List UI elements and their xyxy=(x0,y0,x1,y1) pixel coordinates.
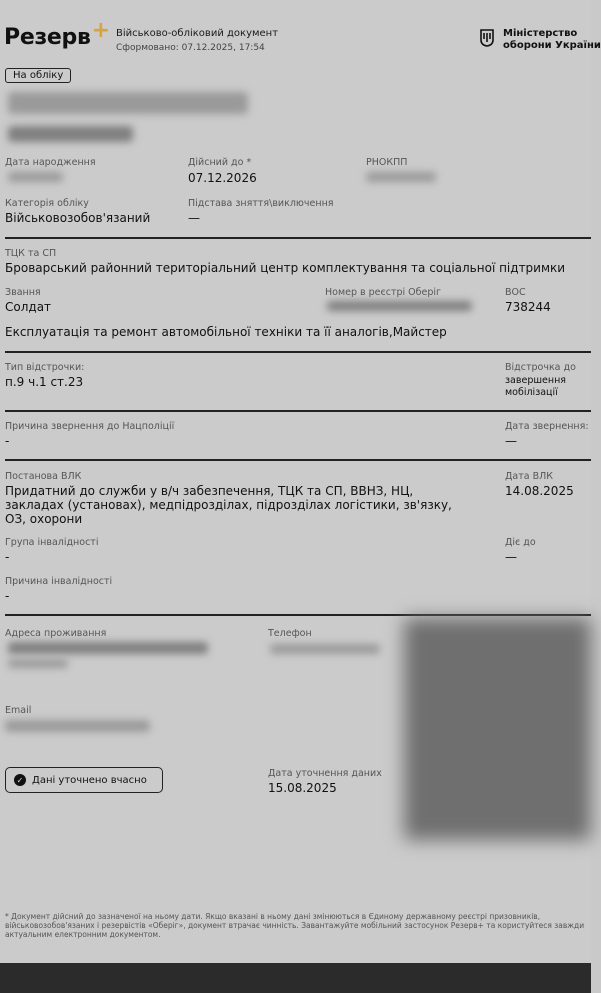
data-verified-status xyxy=(5,767,163,793)
email-label: Email xyxy=(5,705,32,716)
removal-reason-label: Підстава зняття\виключення xyxy=(188,198,334,209)
disability-group-label: Група інвалідності xyxy=(5,537,99,548)
rank-label: Звання xyxy=(5,287,41,298)
police-date-value: — xyxy=(505,434,517,448)
valid-till-value: — xyxy=(505,550,517,564)
divider xyxy=(5,614,591,616)
vlk-date-value: 14.08.2025 xyxy=(505,484,574,498)
update-date-value: 15.08.2025 xyxy=(268,781,337,795)
photo-redacted xyxy=(404,618,591,840)
document-footnote: * Документ дійсний до зазначеної на ньому дати. Якщо вказані в ньому дані змінюються в Єдиному державному реєстрі призовників, військовозобов'язаних і резервістів «Оберіг», документ втрачає чинність. Завантажуйте мобільний застосунок Резерв+ та користуйтеся завжди актуальним електронним документом. xyxy=(5,912,585,939)
divider xyxy=(5,237,591,239)
birth-date-redacted xyxy=(8,172,63,182)
ministry-name: Міністерство оборони України xyxy=(503,28,601,51)
tcc-label: ТЦК та СП xyxy=(5,248,57,259)
deferral-type-label: Тип відстрочки: xyxy=(5,362,85,373)
vlk-value: Придатний до служби у в/ч забезпечення, ТЦК та СП, ВВНЗ, НЦ, закладах (установах), медпідрозділах, підрозділах логістики, зв'язку, ОЗ, охорони xyxy=(5,484,452,526)
divider xyxy=(5,410,591,412)
vlk-date-label: Дата ВЛК xyxy=(505,471,554,482)
disability-group-value: - xyxy=(5,550,10,564)
generated-timestamp: Сформовано: 07.12.2025, 17:54 xyxy=(116,43,265,53)
rank-value: Солдат xyxy=(5,300,52,314)
specialty-value: Експлуатація та ремонт автомобільної техніки та її аналогів,Майстер xyxy=(5,325,447,339)
police-reason-value: - xyxy=(5,434,10,448)
rnokpp-redacted xyxy=(366,172,436,182)
address-redacted-line2 xyxy=(8,659,68,668)
phone-redacted xyxy=(270,644,380,654)
registry-number-label: Номер в реєстрі Оберіг xyxy=(325,287,442,298)
disability-reason-value: - xyxy=(5,589,10,603)
deferral-type-value: п.9 ч.1 ст.23 xyxy=(5,375,84,389)
bottom-bar xyxy=(0,963,591,993)
app-logo xyxy=(4,18,110,50)
data-verified-label: Дані уточнено вчасно xyxy=(32,774,147,786)
vos-value: 738244 xyxy=(505,300,551,314)
tcc-value: Броварський районний територіальний центр комплектування та соціальної підтримки xyxy=(5,261,566,275)
logo-text: Резерв xyxy=(4,25,91,50)
name-redacted-line1 xyxy=(8,92,248,114)
deferral-until-value: завершення мобілізації xyxy=(505,375,567,398)
ministry-emblem-icon xyxy=(480,29,494,47)
check-icon: ✓ xyxy=(14,774,26,786)
divider xyxy=(5,459,591,461)
phone-label: Телефон xyxy=(268,628,312,639)
divider xyxy=(5,351,591,353)
disability-reason-label: Причина інвалідності xyxy=(5,576,113,587)
registration-status-badge: На обліку xyxy=(5,68,71,83)
valid-until-value: 07.12.2026 xyxy=(188,171,257,185)
rnokpp-label: РНОКПП xyxy=(366,157,408,168)
address-label: Адреса проживання xyxy=(5,628,107,639)
valid-till-label: Діє до xyxy=(505,537,536,548)
address-redacted xyxy=(8,642,208,654)
police-reason-label: Причина звернення до Нацполіції xyxy=(5,421,175,432)
police-date-label: Дата звернення: xyxy=(505,421,589,432)
category-label: Категорія обліку xyxy=(5,198,89,209)
category-value: Військовозобов'язаний xyxy=(5,211,151,225)
birth-date-label: Дата народження xyxy=(5,157,96,168)
vos-label: ВОС xyxy=(505,287,526,298)
logo-plus: + xyxy=(91,18,110,43)
vlk-label: Постанова ВЛК xyxy=(5,471,82,482)
email-redacted xyxy=(5,720,150,732)
document-title: Військово-обліковий документ xyxy=(116,28,279,39)
valid-until-label: Дійсний до * xyxy=(188,157,252,168)
name-redacted-line2 xyxy=(8,126,133,142)
removal-reason-value: — xyxy=(188,211,200,225)
update-date-label: Дата уточнення даних xyxy=(268,768,382,779)
registry-number-redacted xyxy=(327,301,472,311)
deferral-until-label: Відстрочка до xyxy=(505,362,576,373)
